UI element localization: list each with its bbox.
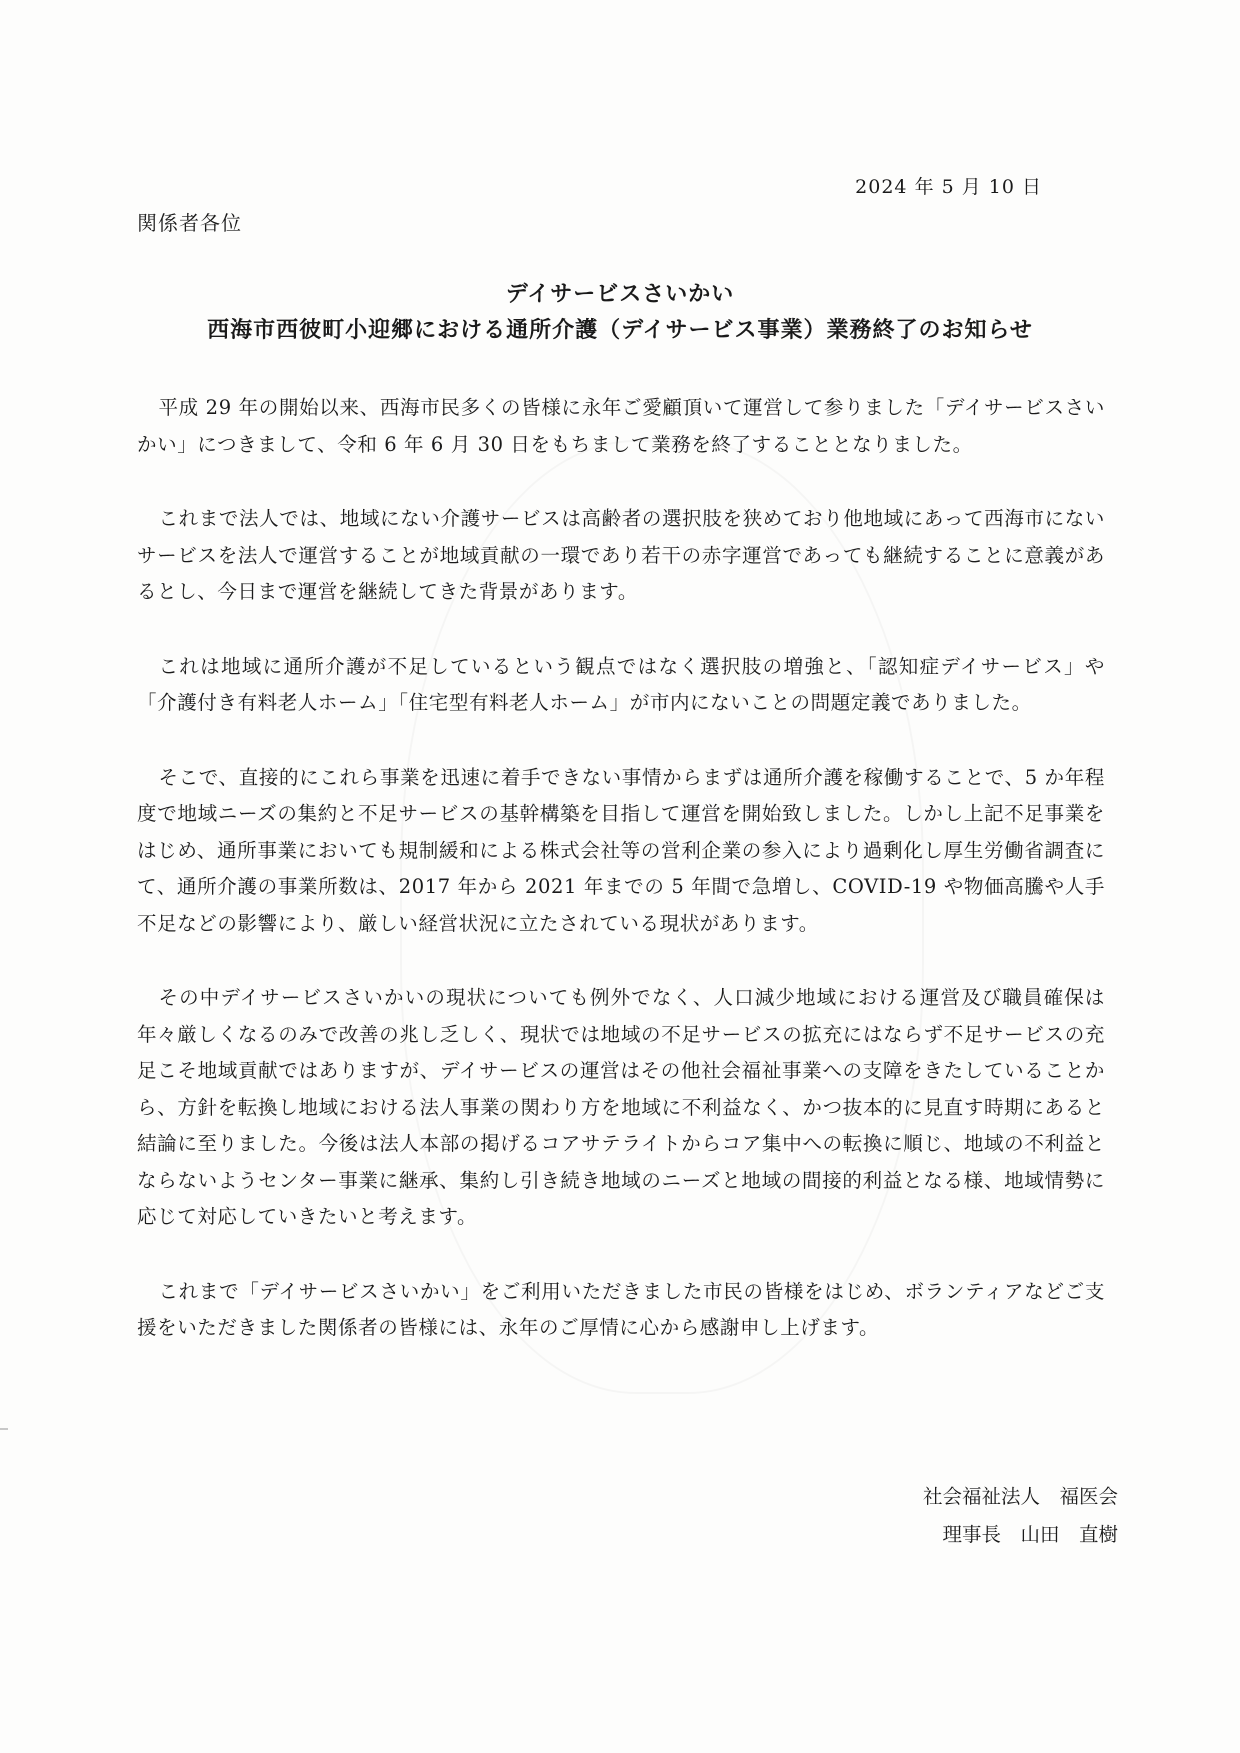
signature-organization: 社会福祉法人 福医会 — [922, 1485, 1118, 1508]
paragraph-1: 平成 29 年の開始以来、西海市民多くの皆様に永年ご愛顧頂いて運営して参りました「デイサービスさいかい」につきまして、令和 6 年 6 月 30 日をもちまして業務を終了することとなりました。 — [137, 396, 1105, 456]
document-date: 2024 年 5 月 10 日 — [855, 176, 1042, 198]
paragraph-6: これまで「デイサービスさいかい」をご利用いただきました市民の皆様をはじめ、ボランティアなどご支援をいただきました関係者の皆様には、永年のご厚情に心から感謝申し上げます。 — [137, 1279, 1105, 1339]
paragraph-5: その中デイサービスさいかいの現状についても例外でなく、人口減少地域における運営及び職員確保は年々厳しくなるのみで改善の兆し乏しく、現状では地域の不足サービスの拡充にはならず不足サービスの充足こそ地域貢献ではありますが、デイサービスの運営はその他社会福祉事業への支障をきたしていることから、方針を転換し地域における法人事業の関わり方を地域に不利益なく、かつ抜本的に見直す時期にあると結論に至りました。今後は法人本部の掲げるコアサテライトからコア集中への転換に順じ、地域の不利益とならないようセンター事業に継承、集約し引き続き地域のニーズと地域の間接的利益となる様、地域情勢に応じて対応していきたいと考えます。 — [137, 986, 1105, 1228]
paragraph-4: そこで、直接的にこれら事業を迅速に着手できない事情からまずは通所介護を稼働することで、5 か年程度で地域ニーズの集約と不足サービスの基幹構築を目指して運営を開始致しました。しかし上記不足事業をはじめ、通所事業においても規制緩和による株式会社等の営利企業の参入により過剰化し厚生労働省調査にて、通所介護の事業所数は、2017 年から 2021 年までの 5 年間で急増し、COVID-19 や物価高騰や人手不足などの影響により、厳しい経営状況に立たされている現状があります。 — [137, 765, 1105, 935]
paragraph-2: これまで法人では、地域にない介護サービスは高齢者の選択肢を狭めており他地域にあって西海市にないサービスを法人で運営することが地域貢献の一環であり若干の赤字運営であっても継続することに意義があるとし、今日まで運営を継続してきた背景があります。 — [137, 507, 1105, 603]
signature-representative: 理事長 山田 直樹 — [942, 1523, 1118, 1546]
document-title — [0, 277, 1240, 349]
addressee: 関係者各位 — [137, 211, 242, 235]
punch-mark — [0, 1428, 8, 1430]
document-body — [137, 390, 1105, 1385]
signature-block — [923, 1478, 1118, 1554]
title-line-2: 西海市西彼町小迎郷における通所介護（デイサービス事業）業務終了のお知らせ — [207, 318, 1033, 343]
paragraph-3: これは地域に通所介護が不足しているという観点ではなく選択肢の増強と、「認知症デイサービス」や「介護付き有料老人ホーム」「住宅型有料老人ホーム」が市内にないことの問題定義でありました。 — [137, 654, 1105, 714]
title-line-1: デイサービスさいかい — [505, 282, 735, 307]
